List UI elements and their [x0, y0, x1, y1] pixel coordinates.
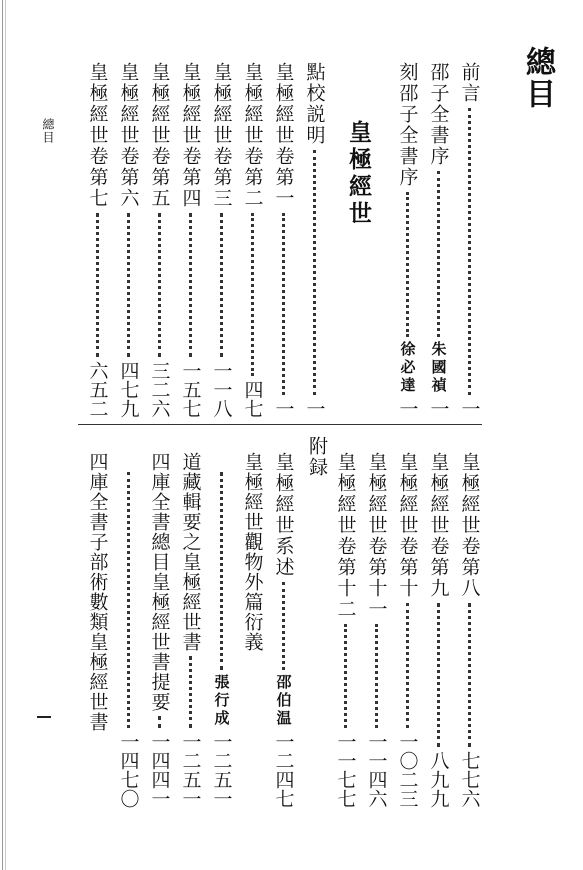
toc-entry[interactable] [394, 452, 420, 808]
toc-entry-title: 四庫全書總目皇極經世書提要 [148, 452, 171, 712]
page-edge-line-inner [5, 0, 6, 870]
toc-entry-page: 一一七七 [334, 732, 357, 808]
toc-entry-title: 前言 [458, 62, 481, 104]
dot-leader [282, 213, 285, 395]
dot-leader [220, 472, 223, 670]
running-head: 總目 [41, 118, 55, 144]
toc-entry[interactable] [84, 62, 110, 418]
toc-entry[interactable] [456, 452, 482, 808]
dot-leader [127, 472, 130, 728]
toc-entry-title-column[interactable] [84, 452, 110, 808]
toc-entry-title: 皇極經世系述 [272, 452, 295, 578]
toc-entry-page: 六五二 [86, 361, 109, 418]
dot-leader [437, 171, 440, 337]
toc-entry[interactable] [363, 452, 389, 808]
dot-leader [282, 582, 285, 670]
dot-leader [96, 213, 99, 357]
toc-entry-page: 八九九 [427, 751, 450, 808]
toc-entry[interactable] [270, 452, 296, 808]
dot-leader [375, 624, 378, 728]
dot-leader [344, 624, 347, 728]
toc-entry-title: 皇極經世卷第十一 [365, 452, 388, 620]
toc-entry-continuation[interactable] [115, 452, 141, 808]
toc-entry[interactable] [146, 452, 172, 808]
dot-leader [158, 716, 161, 728]
toc-entry-author: 張行成 [212, 674, 231, 728]
dot-leader [468, 603, 471, 747]
toc-entry-title: 點校説明 [303, 62, 326, 146]
toc-entry-title: 皇極經世觀物外篇衍義 [241, 452, 264, 652]
toc-entry[interactable] [115, 62, 141, 418]
section-divider [78, 424, 482, 425]
toc-entry-title: 皇極經世卷第九 [427, 452, 450, 599]
folio-mark [37, 716, 51, 718]
toc-entry[interactable] [177, 452, 203, 808]
page-edge-line [2, 0, 3, 870]
dot-leader [313, 150, 316, 395]
toc-entry-title: 道藏輯要之皇極經世書 [179, 452, 202, 652]
toc-entry-page: 四七九 [117, 361, 140, 418]
dot-leader [406, 192, 409, 337]
toc-entry-title-column[interactable] [239, 452, 265, 808]
section-title: 皇極經世 [345, 120, 372, 228]
toc-entry-title: 皇極經世卷第二 [241, 62, 264, 209]
toc-entry-page: 一一八 [210, 361, 233, 418]
toc-entry-page: 一五七 [179, 361, 202, 418]
toc-entry-page: 一四七〇 [117, 732, 140, 808]
toc-entry-title: 四庫全書子部術數類皇極經世書 [86, 452, 109, 732]
page-title: 總目 [520, 46, 555, 110]
toc-entry-title: 皇極經世卷第五 [148, 62, 171, 209]
dot-leader [189, 656, 192, 728]
toc-entry-title: 皇極經世卷第十二 [334, 452, 357, 620]
toc-entry-author: 朱國禎 [429, 341, 448, 395]
toc-entry-title: 皇極經世卷第六 [117, 62, 140, 209]
toc-entry-page: 一 [458, 399, 481, 418]
toc-entry[interactable] [425, 62, 451, 418]
toc-entry-title: 刻邵子全書序 [396, 62, 419, 188]
appendix-label: 附録 [306, 436, 328, 478]
toc-entry[interactable] [332, 452, 358, 808]
toc-entry-page: 一二五一 [210, 732, 233, 808]
toc-entry-page: 一二四七 [272, 732, 295, 808]
dot-leader [406, 603, 409, 728]
toc-entry-page: 七七六 [458, 751, 481, 808]
toc-entry-author: 徐必達 [398, 341, 417, 395]
dot-leader [189, 213, 192, 357]
toc-entry[interactable] [301, 62, 327, 418]
toc-entry-page: 三二六 [148, 361, 171, 418]
toc-entry[interactable] [208, 62, 234, 418]
toc-entry-continuation[interactable] [208, 452, 234, 808]
toc-entry[interactable] [177, 62, 203, 418]
dot-leader [220, 213, 223, 357]
toc-entry-page: 一〇二三 [396, 732, 419, 808]
dot-leader [158, 213, 161, 357]
toc-entry-title: 皇極經世卷第十 [396, 452, 419, 599]
dot-leader [251, 213, 254, 376]
toc-entry[interactable] [239, 62, 265, 418]
toc-entry-title: 皇極經世卷第七 [86, 62, 109, 209]
toc-entry-title: 皇極經世卷第四 [179, 62, 202, 209]
toc-entry-page: 一四四一 [148, 732, 171, 808]
dot-leader [437, 603, 440, 747]
toc-entry[interactable] [270, 62, 296, 418]
toc-entry[interactable] [146, 62, 172, 418]
toc-entry-page: 一二五一 [179, 732, 202, 808]
toc-entry[interactable] [394, 62, 420, 418]
toc-entry-page: 一 [272, 399, 295, 418]
toc-entry-title: 皇極經世卷第三 [210, 62, 233, 209]
toc-entry[interactable] [456, 62, 482, 418]
toc-entry[interactable] [425, 452, 451, 808]
toc-entry-page: 一 [303, 399, 326, 418]
toc-entry-page: 一 [427, 399, 450, 418]
dot-leader [468, 108, 471, 395]
toc-entry-title: 皇極經世卷第一 [272, 62, 295, 209]
toc-entry-title: 皇極經世卷第八 [458, 452, 481, 599]
toc-entry-title: 邵子全書序 [427, 62, 450, 167]
toc-entry-page: 四七 [241, 380, 264, 418]
dot-leader [127, 213, 130, 357]
toc-entry-author: 邵伯温 [274, 674, 293, 728]
toc-entry-page: 一一四六 [365, 732, 388, 808]
toc-entry-page: 一 [396, 399, 419, 418]
